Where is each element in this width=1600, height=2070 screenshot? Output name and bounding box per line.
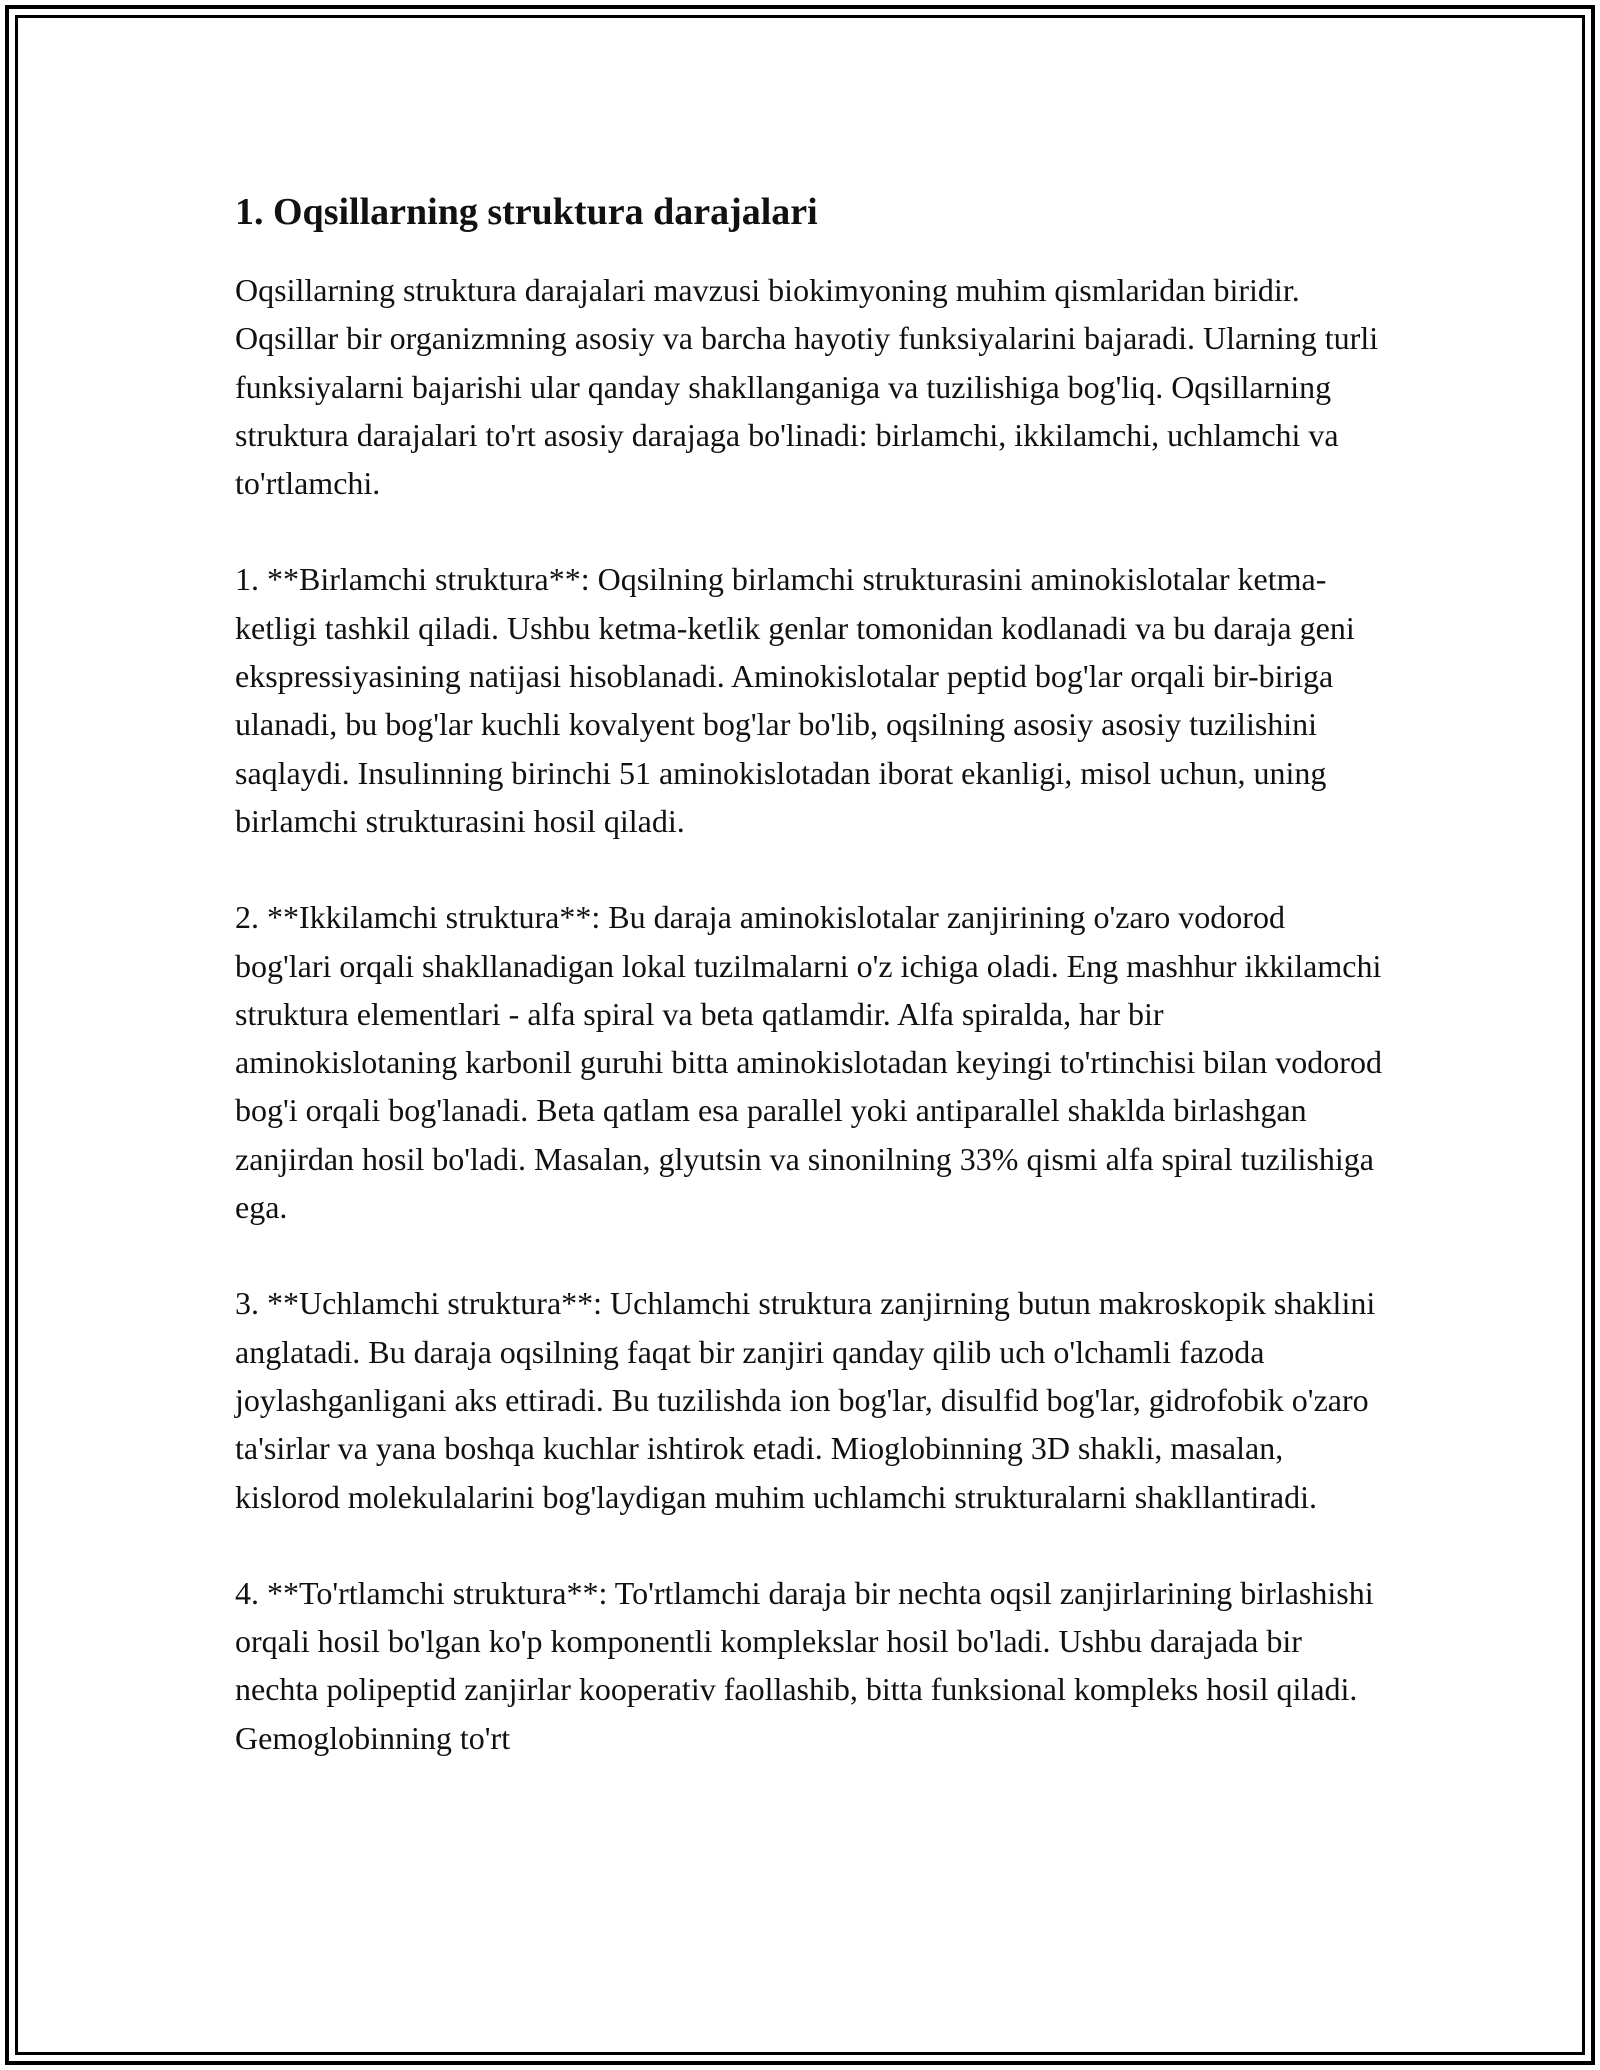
tertiary-structure-paragraph: 3. **Uchlamchi struktura**: Uchlamchi struktura zanjirning butun makroskopik shaklini anglatadi. Bu daraja oqsilning faqat bir zanjiri qanday qilib uch o'lchamli fazoda joylashganligani aks ettiradi. Bu tuzilishda ion bog'lar, disulfid bog'lar, gidrofobik o'zaro ta'sirlar va yana boshqa kuchlar ishtirok etadi. Mioglobinning 3D shakli, masalan, kislorod molekulalarini bog'laydigan muhim uchlamchi strukturalarni shakllantiradi. — [235, 1285, 1376, 1515]
primary-structure-paragraph: 1. **Birlamchi struktura**: Oqsilning birlamchi strukturasini aminokislotalar ketma-ketligi tashkil qiladi. Ushbu ketma-ketlik genlar tomonidan kodlanadi va bu daraja geni ekspressiyasining natijasi hisoblanadi. Aminokislotalar peptid bog'lar orqali bir-biriga ulanadi, bu bog'lar kuchli kovalyent bog'lar bo'lib, oqsilning asosiy asosiy tuzilishini saqlaydi. Insulinning birinchi 51 aminokislotadan iborat ekanligi, misol uchun, uning birlamchi strukturasini hosil qiladi. — [235, 561, 1355, 839]
secondary-structure-paragraph: 2. **Ikkilamchi struktura**: Bu daraja aminokislotalar zanjirining o'zaro vodorod bog'lari orqali shakllanadigan lokal tuzilmalarni o'z ichiga oladi. Eng mashhur ikkilamchi struktura elementlari - alfa spiral va beta qatlamdir. Alfa spiralda, har bir aminokislotaning karbonil guruhi bitta aminokislotadan keyingi to'rtinchisi bilan vodorod bog'i orqali bog'lanadi. Beta qatlam esa parallel yoki antiparallel shaklda birlashgan zanjirdan hosil bo'ladi. Masalan, glyutsin va sinonilning 33% qismi alfa spiral tuzilishiga ega. — [235, 899, 1382, 1226]
document-title: 1. Oqsillarning struktura darajalari — [235, 191, 818, 233]
intro-paragraph: Oqsillarning struktura darajalari mavzusi biokimyoning muhim qismlaridan biridir. Oqsillar bir organizmning asosiy va barcha hayotiy funksiyalarini bajaradi. Ularning turli funksiyalarni bajarishi ular qanday shakllanganiga va tuzilishiga bog'liq. Oqsillarning struktura darajalari to'rt asosiy darajaga bo'linadi: birlamchi, ikkilamchi, uchlamchi va to'rtlamchi. — [235, 272, 1379, 502]
document-body — [235, 188, 1385, 1810]
quaternary-structure-paragraph: 4. **To'rtlamchi struktura**: To'rtlamchi daraja bir nechta oqsil zanjirlarining birlashishi orqali hosil bo'lgan ko'p komponentli komplekslar hosil bo'ladi. Ushbu darajada bir nechta polipeptid zanjirlar kooperativ faollashib, bitta funksional kompleks hosil qiladi. Gemoglobinning to'rt — [235, 1574, 1374, 1756]
